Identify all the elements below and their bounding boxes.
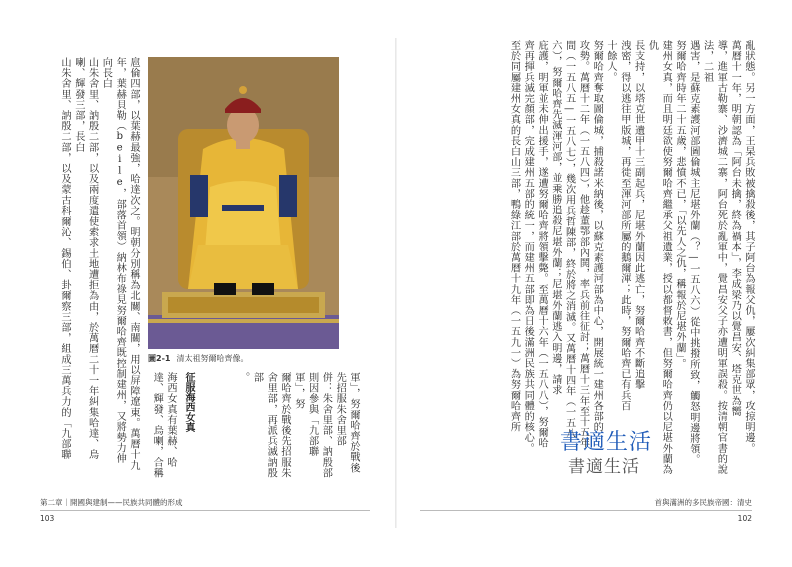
left-col-1: 年，葉赫貝勒（beile，部落首領）納林布祿見努爾哈齊既控制建州，又將勢力伸向長白 — [100, 57, 126, 464]
right-col-0: 亂狀態。另一方面，王杲兵敗被擒殺後，其子阿台為報父仇，屢次糾集部眾，攻掠明邊。 — [743, 40, 754, 454]
left-footer-rule — [40, 510, 370, 511]
right-col-8: 十餘人。 — [605, 40, 617, 83]
left-sidebar-body — [237, 372, 360, 480]
sidebar-intro-text: 海西女真有葉赫、哈達、輝發、烏喇，合稱 — [151, 372, 176, 478]
left-page-number: 103 — [40, 514, 55, 523]
sidebar-col-0: 軍」，努爾哈齊於戰後先招服朱舍里部 — [334, 372, 359, 473]
right-col-14: 齊再揮兵滅完顏部，完成建州五部的統一，而建州五部即為日後滿洲民族共同體的核心。 — [522, 40, 534, 454]
right-col-13: 庇護，明軍並未伸出援手，遂遭努爾哈齊將領擊斃。至萬曆十六年（一五八八），努爾哈 — [536, 40, 548, 449]
right-col-7: 洩密，得以逃往甲版城，再徙至渾河部所屬的鵝爾渾；此時，努爾哈齊已有兵百 — [618, 40, 630, 411]
right-footer: 首與滿洲的多民族帝國：清史 — [654, 498, 752, 507]
figure-number: 圖2-1 — [148, 354, 171, 363]
right-col-10: 攻勢。萬曆十二年（一五八四），他趁董鄂部內鬨，率兵前往征討；萬曆十三年至十五年 — [577, 40, 589, 449]
sidebar-col-3: 。 — [237, 372, 249, 383]
sidebar-col-1: 併：朱舍里部、訥殷部則因參與「九部聯軍」，努 — [292, 372, 332, 478]
portrait-illustration — [148, 57, 339, 349]
right-col-4: 努爾哈齊時年二十五歲，悲憤不已，「以先人之仇，稱報於尼堪外蘭」。 — [674, 40, 686, 369]
book-spine — [395, 38, 397, 528]
sidebar-col-2: 爾哈齊於戰後先招服朱舍里部，再派兵滅訥殷部 — [251, 372, 291, 478]
right-col-15: 至於同屬建州女真的長白山三部，鴨綠江部於萬曆十九年（一五九一）為努爾哈齊所 — [508, 40, 520, 433]
left-col-3: 山朱舍里、訥殷二部，以及蒙古科爾沁、錫伯、卦爾察三部，組成三萬兵力的「九部聯 — [59, 57, 71, 460]
right-footer-rule — [420, 510, 752, 511]
right-col-3: 遇害，是蘇克素護河部圖倫城主尼堪外蘭（？—一五八六）從中挑撥所致，觸怒明邊將領。 — [687, 40, 699, 465]
left-col-2: 山朱舍里、訥殷二部，以及兩度遣使索求土地遭拒為由，於萬曆二十一年糾集哈達、烏喇、輝發三部，長白 — [72, 57, 98, 460]
figure-caption — [148, 353, 248, 364]
right-col-1: 萬曆十一年，明朝認為「阿台未擒，終為禍本」，李成梁乃以覺昌安、塔克世為嚮 — [729, 40, 741, 417]
sidebar-title: 征服海西女真 — [183, 372, 194, 432]
right-col-9: 努爾哈齊奪取圖倫城，捕殺諾米納後，以蘇克素護河部為中心，開展統一建州各部的 — [591, 40, 603, 433]
watermark-secondary: 書適生活 — [568, 457, 640, 477]
right-col-5: 建州女真，而且明廷欲使努爾哈齊繼承父祖遺業，授以都督敕書，但努爾哈齊仍以尼堪外蘭為仇 — [646, 40, 672, 475]
emperor-portrait-image — [148, 57, 339, 349]
right-col-2: 導，進軍古勒寨、沙濟城二寨，阿台死於亂軍中，覺昌安父子亦遭明軍誤殺。按清朝官書的說法，二祖 — [701, 40, 727, 475]
watermark-primary: 書適生活 — [560, 430, 653, 455]
left-footer: 第二章｜開國與建制——民族共同體的形成 — [40, 498, 183, 507]
left-page-body — [40, 57, 140, 471]
figure-caption-text: 清太祖努爾哈齊像。 — [176, 354, 249, 363]
right-col-6: 長支持，以塔克世遺甲十三副起兵，尼堪外蘭因此逃亡，努爾哈齊不斷追擊 — [632, 40, 644, 390]
right-col-11: 間（一五八五—一五八七），幾次用兵哲陳部，終於將之消滅。又萬曆十四年（一五八 — [563, 40, 575, 439]
left-col-0: 扈倫四部，以葉赫最強，哈達次之。明朝分別稱為北關、南關，用以屏障遼東。萬曆十九 — [128, 57, 139, 471]
sidebar-intro — [145, 372, 177, 480]
right-col-12: 六），努爾哈齊先滅渾河部，並乘勝追殺尼堪外蘭；尼堪外蘭逃入明邊，請求 — [549, 40, 561, 396]
right-page-body — [420, 40, 755, 480]
right-page-number: 102 — [737, 514, 752, 523]
